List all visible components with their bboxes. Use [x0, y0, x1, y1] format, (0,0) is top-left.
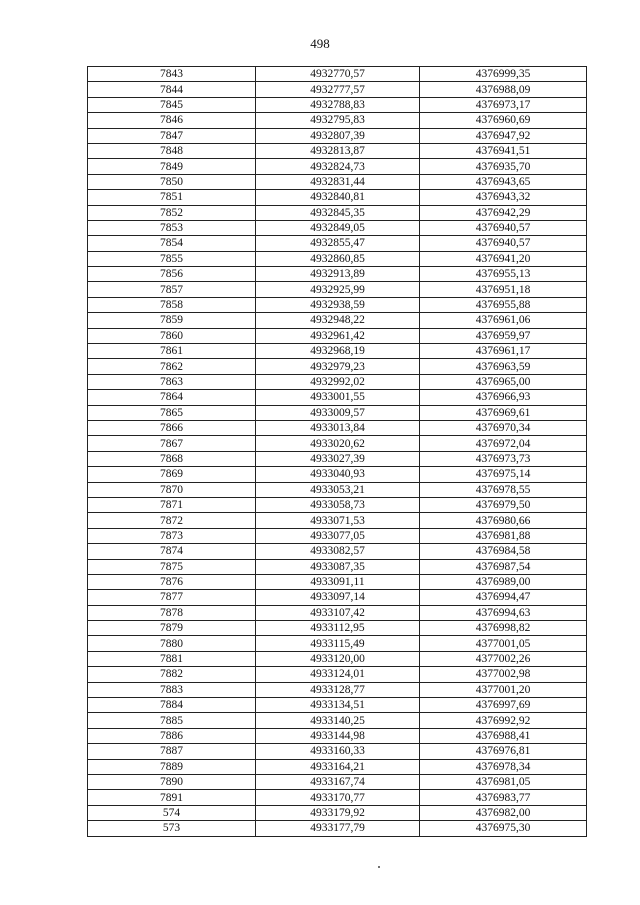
table-row [88, 251, 587, 266]
y-coordinate-cell: 4376966,93 [420, 390, 587, 405]
table-row [88, 436, 587, 451]
point-number-cell: 7879 [88, 621, 256, 636]
table-row [88, 698, 587, 713]
table-row [88, 374, 587, 389]
scan-speck [378, 866, 380, 868]
point-number-cell: 7855 [88, 251, 256, 266]
y-coordinate-cell: 4376994,47 [420, 590, 587, 605]
point-number-cell: 7865 [88, 405, 256, 420]
y-coordinate-cell: 4376988,09 [420, 82, 587, 97]
y-coordinate-cell: 4376955,88 [420, 297, 587, 312]
x-coordinate-cell: 4932992,02 [256, 374, 420, 389]
y-coordinate-cell: 4376978,55 [420, 482, 587, 497]
point-number-cell: 7866 [88, 420, 256, 435]
x-coordinate-cell: 4933009,57 [256, 405, 420, 420]
point-number-cell: 7853 [88, 220, 256, 235]
y-coordinate-cell: 4376973,17 [420, 97, 587, 112]
table-row [88, 790, 587, 805]
table-row [88, 313, 587, 328]
x-coordinate-cell: 4933097,14 [256, 590, 420, 605]
y-coordinate-cell: 4376960,69 [420, 113, 587, 128]
table-row [88, 159, 587, 174]
y-coordinate-cell: 4376947,92 [420, 128, 587, 143]
table-row [88, 636, 587, 651]
x-coordinate-cell: 4933160,33 [256, 744, 420, 759]
point-number-cell: 7871 [88, 497, 256, 512]
x-coordinate-cell: 4933020,62 [256, 436, 420, 451]
x-coordinate-cell: 4933120,00 [256, 651, 420, 666]
x-coordinate-cell: 4933077,05 [256, 528, 420, 543]
y-coordinate-cell: 4376975,30 [420, 821, 587, 836]
y-coordinate-cell: 4376951,18 [420, 282, 587, 297]
table-row [88, 805, 587, 820]
x-coordinate-cell: 4932770,57 [256, 67, 420, 82]
x-coordinate-cell: 4933071,53 [256, 513, 420, 528]
y-coordinate-cell: 4376943,32 [420, 190, 587, 205]
y-coordinate-cell: 4376981,05 [420, 774, 587, 789]
table-row [88, 605, 587, 620]
point-number-cell: 7876 [88, 574, 256, 589]
x-coordinate-cell: 4932961,42 [256, 328, 420, 343]
point-number-cell: 7856 [88, 267, 256, 282]
point-number-cell: 7870 [88, 482, 256, 497]
table-row [88, 174, 587, 189]
point-number-cell: 7877 [88, 590, 256, 605]
table-row [88, 143, 587, 158]
y-coordinate-cell: 4376941,51 [420, 143, 587, 158]
y-coordinate-cell: 4376940,57 [420, 220, 587, 235]
point-number-cell: 7850 [88, 174, 256, 189]
y-coordinate-cell: 4376992,92 [420, 713, 587, 728]
x-coordinate-cell: 4932788,83 [256, 97, 420, 112]
point-number-cell: 7852 [88, 205, 256, 220]
table-row [88, 590, 587, 605]
x-coordinate-cell: 4932925,99 [256, 282, 420, 297]
y-coordinate-cell: 4376942,29 [420, 205, 587, 220]
coordinates-table [87, 66, 587, 837]
y-coordinate-cell: 4376973,73 [420, 451, 587, 466]
table-row [88, 544, 587, 559]
point-number-cell: 7885 [88, 713, 256, 728]
point-number-cell: 7867 [88, 436, 256, 451]
x-coordinate-cell: 4933087,35 [256, 559, 420, 574]
y-coordinate-cell: 4376955,13 [420, 267, 587, 282]
table-row [88, 328, 587, 343]
x-coordinate-cell: 4932831,44 [256, 174, 420, 189]
table-row [88, 528, 587, 543]
point-number-cell: 7845 [88, 97, 256, 112]
point-number-cell: 573 [88, 821, 256, 836]
y-coordinate-cell: 4376978,34 [420, 759, 587, 774]
point-number-cell: 7889 [88, 759, 256, 774]
x-coordinate-cell: 4932948,22 [256, 313, 420, 328]
point-number-cell: 7884 [88, 698, 256, 713]
y-coordinate-cell: 4376982,00 [420, 805, 587, 820]
table-row [88, 713, 587, 728]
x-coordinate-cell: 4932813,87 [256, 143, 420, 158]
y-coordinate-cell: 4377001,20 [420, 682, 587, 697]
table-row [88, 759, 587, 774]
point-number-cell: 7873 [88, 528, 256, 543]
x-coordinate-cell: 4932795,83 [256, 113, 420, 128]
point-number-cell: 7851 [88, 190, 256, 205]
y-coordinate-cell: 4376980,66 [420, 513, 587, 528]
x-coordinate-cell: 4933082,57 [256, 544, 420, 559]
table-row [88, 190, 587, 205]
x-coordinate-cell: 4933134,51 [256, 698, 420, 713]
x-coordinate-cell: 4932824,73 [256, 159, 420, 174]
y-coordinate-cell: 4376999,35 [420, 67, 587, 82]
y-coordinate-cell: 4376970,34 [420, 420, 587, 435]
table-row [88, 128, 587, 143]
point-number-cell: 7860 [88, 328, 256, 343]
point-number-cell: 7843 [88, 67, 256, 82]
table-row [88, 728, 587, 743]
y-coordinate-cell: 4376997,69 [420, 698, 587, 713]
y-coordinate-cell: 4377001,05 [420, 636, 587, 651]
x-coordinate-cell: 4933144,98 [256, 728, 420, 743]
point-number-cell: 7887 [88, 744, 256, 759]
x-coordinate-cell: 4933107,42 [256, 605, 420, 620]
y-coordinate-cell: 4376961,17 [420, 344, 587, 359]
x-coordinate-cell: 4933027,39 [256, 451, 420, 466]
y-coordinate-cell: 4376988,41 [420, 728, 587, 743]
table-row [88, 97, 587, 112]
y-coordinate-cell: 4376987,54 [420, 559, 587, 574]
table-row [88, 451, 587, 466]
x-coordinate-cell: 4933053,21 [256, 482, 420, 497]
point-number-cell: 7890 [88, 774, 256, 789]
table-row [88, 682, 587, 697]
point-number-cell: 7859 [88, 313, 256, 328]
table-row [88, 651, 587, 666]
table-row [88, 405, 587, 420]
point-number-cell: 7891 [88, 790, 256, 805]
point-number-cell: 7869 [88, 467, 256, 482]
x-coordinate-cell: 4933112,95 [256, 621, 420, 636]
x-coordinate-cell: 4932860,85 [256, 251, 420, 266]
y-coordinate-cell: 4376976,81 [420, 744, 587, 759]
x-coordinate-cell: 4932845,35 [256, 205, 420, 220]
x-coordinate-cell: 4933091,11 [256, 574, 420, 589]
point-number-cell: 7854 [88, 236, 256, 251]
x-coordinate-cell: 4932855,47 [256, 236, 420, 251]
table-row [88, 420, 587, 435]
table-row [88, 744, 587, 759]
point-number-cell: 7863 [88, 374, 256, 389]
point-number-cell: 7858 [88, 297, 256, 312]
y-coordinate-cell: 4376935,70 [420, 159, 587, 174]
point-number-cell: 7881 [88, 651, 256, 666]
y-coordinate-cell: 4376994,63 [420, 605, 587, 620]
coordinates-table-body [88, 67, 587, 837]
x-coordinate-cell: 4933167,74 [256, 774, 420, 789]
x-coordinate-cell: 4933001,55 [256, 390, 420, 405]
y-coordinate-cell: 4376969,61 [420, 405, 587, 420]
x-coordinate-cell: 4932968,19 [256, 344, 420, 359]
x-coordinate-cell: 4933128,77 [256, 682, 420, 697]
point-number-cell: 7872 [88, 513, 256, 528]
x-coordinate-cell: 4933115,49 [256, 636, 420, 651]
table-row [88, 220, 587, 235]
point-number-cell: 7857 [88, 282, 256, 297]
x-coordinate-cell: 4933177,79 [256, 821, 420, 836]
table-row [88, 667, 587, 682]
point-number-cell: 574 [88, 805, 256, 820]
x-coordinate-cell: 4933164,21 [256, 759, 420, 774]
point-number-cell: 7875 [88, 559, 256, 574]
y-coordinate-cell: 4376943,65 [420, 174, 587, 189]
table-row [88, 390, 587, 405]
table-row [88, 497, 587, 512]
x-coordinate-cell: 4932979,23 [256, 359, 420, 374]
x-coordinate-cell: 4933179,92 [256, 805, 420, 820]
y-coordinate-cell: 4376963,59 [420, 359, 587, 374]
table-row [88, 297, 587, 312]
point-number-cell: 7874 [88, 544, 256, 559]
x-coordinate-cell: 4932777,57 [256, 82, 420, 97]
y-coordinate-cell: 4376981,88 [420, 528, 587, 543]
table-row [88, 267, 587, 282]
table-row [88, 282, 587, 297]
y-coordinate-cell: 4376961,06 [420, 313, 587, 328]
y-coordinate-cell: 4376998,82 [420, 621, 587, 636]
point-number-cell: 7883 [88, 682, 256, 697]
y-coordinate-cell: 4376965,00 [420, 374, 587, 389]
y-coordinate-cell: 4377002,26 [420, 651, 587, 666]
point-number-cell: 7861 [88, 344, 256, 359]
x-coordinate-cell: 4933124,01 [256, 667, 420, 682]
table-row [88, 774, 587, 789]
y-coordinate-cell: 4376984,58 [420, 544, 587, 559]
x-coordinate-cell: 4932840,81 [256, 190, 420, 205]
point-number-cell: 7886 [88, 728, 256, 743]
y-coordinate-cell: 4376941,20 [420, 251, 587, 266]
table-row [88, 82, 587, 97]
y-coordinate-cell: 4376959,97 [420, 328, 587, 343]
x-coordinate-cell: 4933140,25 [256, 713, 420, 728]
x-coordinate-cell: 4933058,73 [256, 497, 420, 512]
table-row [88, 513, 587, 528]
point-number-cell: 7849 [88, 159, 256, 174]
table-row [88, 559, 587, 574]
table-row [88, 482, 587, 497]
point-number-cell: 7848 [88, 143, 256, 158]
table-row [88, 113, 587, 128]
y-coordinate-cell: 4377002,98 [420, 667, 587, 682]
point-number-cell: 7847 [88, 128, 256, 143]
point-number-cell: 7844 [88, 82, 256, 97]
x-coordinate-cell: 4932807,39 [256, 128, 420, 143]
table-row [88, 205, 587, 220]
point-number-cell: 7864 [88, 390, 256, 405]
point-number-cell: 7882 [88, 667, 256, 682]
x-coordinate-cell: 4933170,77 [256, 790, 420, 805]
table-row [88, 236, 587, 251]
point-number-cell: 7862 [88, 359, 256, 374]
x-coordinate-cell: 4932938,59 [256, 297, 420, 312]
table-row [88, 821, 587, 836]
y-coordinate-cell: 4376972,04 [420, 436, 587, 451]
y-coordinate-cell: 4376989,00 [420, 574, 587, 589]
y-coordinate-cell: 4376979,50 [420, 497, 587, 512]
table-row [88, 621, 587, 636]
y-coordinate-cell: 4376940,57 [420, 236, 587, 251]
x-coordinate-cell: 4933013,84 [256, 420, 420, 435]
page-number: 498 [310, 36, 330, 51]
table-row [88, 574, 587, 589]
point-number-cell: 7880 [88, 636, 256, 651]
table-row [88, 67, 587, 82]
table-row [88, 359, 587, 374]
x-coordinate-cell: 4932849,05 [256, 220, 420, 235]
point-number-cell: 7846 [88, 113, 256, 128]
point-number-cell: 7868 [88, 451, 256, 466]
table-row [88, 344, 587, 359]
table-row [88, 467, 587, 482]
x-coordinate-cell: 4932913,89 [256, 267, 420, 282]
y-coordinate-cell: 4376975,14 [420, 467, 587, 482]
x-coordinate-cell: 4933040,93 [256, 467, 420, 482]
y-coordinate-cell: 4376983,77 [420, 790, 587, 805]
point-number-cell: 7878 [88, 605, 256, 620]
